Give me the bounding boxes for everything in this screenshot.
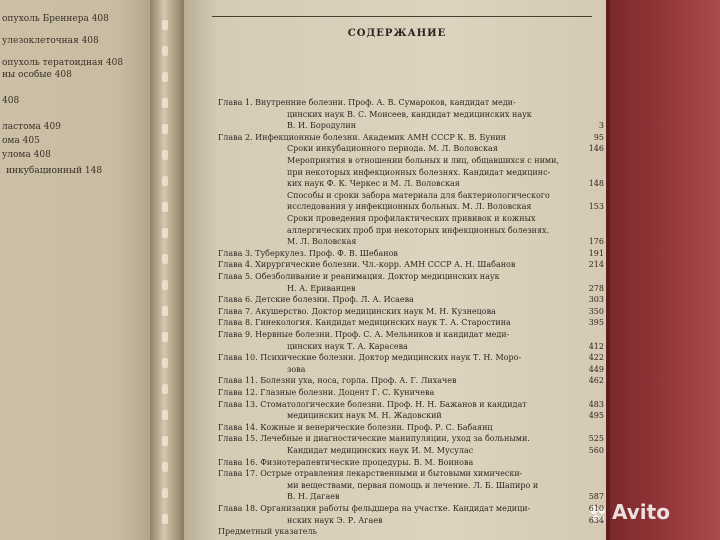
toc-entry-text: В. Н. Дагаев (287, 492, 340, 502)
left-page-line: 408 (2, 96, 20, 106)
left-page-line: опухоль тератоидная 408 (2, 58, 124, 68)
toc-entry-text: Глава 3. Туберкулез. Проф. Ф. В. Шебанов (218, 248, 398, 258)
spine-stitch (162, 72, 168, 82)
toc-page-number: 587 (588, 492, 604, 502)
toc-page-number: 525 (588, 434, 604, 444)
toc-entry-text: при некоторых инфекционных болезнях. Кандидат медицинс- (287, 167, 551, 177)
header-rule (212, 16, 592, 17)
spine-stitch (162, 176, 168, 186)
spine-stitch (162, 46, 168, 56)
toc-entry-text: Кандидат медицинских наук И. М. Мусулас (287, 446, 474, 455)
toc-entry-text: Глава 10. Психические болезни. Доктор медицинских наук Т. Н. Моро- (218, 353, 522, 363)
toc-entry-text: Мероприятия в отношении больных и лиц, общавшихся с ними, (287, 156, 560, 165)
toc-page-number: 412 (588, 341, 604, 351)
toc-page-number: 634 (588, 515, 604, 525)
spine-stitch (162, 150, 168, 160)
toc-entry-text: Глава 14. Кожные и венерические болезни. Проф. Р. С. Бабаянц (218, 422, 493, 432)
left-page-line: ома 405 (2, 136, 40, 146)
toc-entry-text: аллергических проб при некоторых инфекционных болезнях. (287, 225, 550, 235)
contents-title: СОДЕРЖАНИЕ (347, 28, 447, 39)
toc-entry-text: М. Л. Воловская (287, 237, 357, 247)
toc-entry-text: Способы и сроки забора материала для бактериологического (287, 190, 550, 200)
toc-page-number: 422 (588, 353, 604, 363)
toc-entry-text: цинских наук Т. А. Карасева (287, 341, 408, 351)
toc-entry-text: Глава 9. Нервные болезни. Проф. С. А. Мельников и кандидат меди- (218, 330, 510, 339)
toc-page-number: 303 (588, 295, 604, 305)
toc-page-number: 483 (588, 399, 604, 409)
spine-stitch (162, 254, 168, 264)
toc-entry-text: Глава 6. Детские болезни. Проф. Л. А. Исаева (218, 295, 414, 305)
spine-stitch (162, 436, 168, 446)
toc-entry-text: ми веществами, первая помощь и лечение. Л. Б. Шапиро и (287, 480, 539, 490)
spine-stitch (162, 332, 168, 342)
toc-page-number: 176 (588, 237, 604, 247)
spine-stitch (162, 410, 168, 420)
spine-stitch (162, 306, 168, 316)
spine-stitch (162, 488, 168, 498)
toc-page-number: 395 (588, 318, 604, 328)
toc-entry-text: Глава 8. Гинекология. Кандидат медицинских наук Т. А. Старостина (218, 318, 511, 328)
spine-stitch (162, 228, 168, 238)
toc-page-number: 278 (588, 283, 604, 293)
toc-page-number: 95 (593, 132, 604, 142)
toc-entry-text: Н. А. Ериванцев (287, 283, 356, 293)
toc-entry-text: Глава 15. Лечебные и диагностические манипуляции, уход за больными. (218, 434, 530, 444)
toc-entry-text: медицинских наук М. Н. Жадовский (287, 411, 442, 421)
toc-entry-text: нских наук Э. Р. Агаев (287, 515, 383, 525)
toc-page-number: 153 (588, 202, 604, 212)
left-page-line: улезоклеточная 408 (2, 36, 99, 46)
left-page-line: инкубационный 148 (6, 166, 103, 176)
toc-entry-text: Глава 11. Болезни уха, носа, горла. Проф. А. Г. Лихачев (218, 376, 457, 386)
toc-entry-text: Глава 16. Физиотерапевтические процедуры. В. М. Воинова (218, 457, 474, 467)
left-page-line: опухоль Бреннера 408 (2, 14, 109, 24)
left-page (0, 0, 168, 540)
toc-entry-text: В. И. Бородулин (287, 121, 357, 131)
toc-entry-text: Глава 18. Организация работы фельдшера на участке. Кандидат медици- (218, 504, 531, 513)
toc-page-number: 495 (588, 411, 604, 421)
book-cover (610, 0, 720, 540)
toc-entry-text: зова (287, 364, 306, 374)
toc-page-number: 462 (588, 376, 604, 386)
toc-entry-text: исследования у инфекционных больных. М. Л. Воловская (287, 202, 532, 212)
toc-entry-text: Сроки инкубационного периода. М. Л. Воловская (287, 144, 498, 154)
spine-stitch (162, 280, 168, 290)
spine-stitch (162, 20, 168, 30)
toc-entry-text: Глава 5. Обезболивание и реанимация. Доктор медицинских наук (218, 272, 500, 281)
toc-entry-text: Глава 7. Акушерство. Доктор медицинских наук М. Н. Кузнецова (218, 306, 496, 316)
spine-stitch (162, 98, 168, 108)
avito-watermark: Avito (612, 500, 670, 524)
spine-stitch (162, 358, 168, 368)
toc-entry-text: Глава 13. Стоматологические болезни. Проф. Н. Н. Бажанов и кандидат (218, 399, 527, 409)
spine-stitch (162, 202, 168, 212)
toc-entry-text: Глава 17. Острые отравления лекарственными и бытовыми химически- (218, 469, 523, 479)
toc-entry-text: Предметный указатель (218, 527, 317, 537)
left-page-line: ластома 409 (2, 122, 61, 132)
spine-stitch (162, 462, 168, 472)
toc-page-number: 560 (588, 446, 604, 455)
toc-page-number: 3 (598, 121, 604, 131)
toc-entry-text: цинских наук В. С. Моисеев, кандидат медицинских наук (287, 109, 532, 119)
left-page-line: ны особые 408 (2, 70, 72, 80)
toc-entry-text: Глава 4. Хирургические болезни. Чл.-корр. АМН СССР А. Н. Шабанов (218, 260, 516, 270)
toc-entry-text: Глава 1. Внутренние болезни. Проф. А. В. Сумароков, кандидат меди- (218, 98, 516, 107)
spine-stitch (162, 384, 168, 394)
toc-entry-text: Сроки проведения профилактических прививок и кожных (287, 214, 536, 223)
spine-stitch (162, 124, 168, 134)
spine-stitch (162, 514, 168, 524)
toc-entry-text: Глава 2. Инфекционные болезни. Академик АМН СССР К. В. Бунин (218, 132, 507, 142)
toc-page-number: 610 (588, 504, 604, 513)
toc-page-number: 449 (588, 364, 604, 374)
toc-page-number: 350 (588, 306, 604, 316)
toc-page-number: 191 (588, 248, 604, 258)
toc-page-number: 146 (588, 144, 604, 154)
toc-page-number: 214 (588, 260, 604, 270)
left-page-line: улома 408 (2, 150, 51, 160)
toc-entry-text: ких наук Ф. К. Черкес и М. Л. Воловская (287, 179, 460, 189)
toc-entry-text: Глава 12. Глазные болезни. Доцент Г. С. Куничева (218, 388, 435, 397)
toc-page-number: 148 (588, 179, 604, 189)
